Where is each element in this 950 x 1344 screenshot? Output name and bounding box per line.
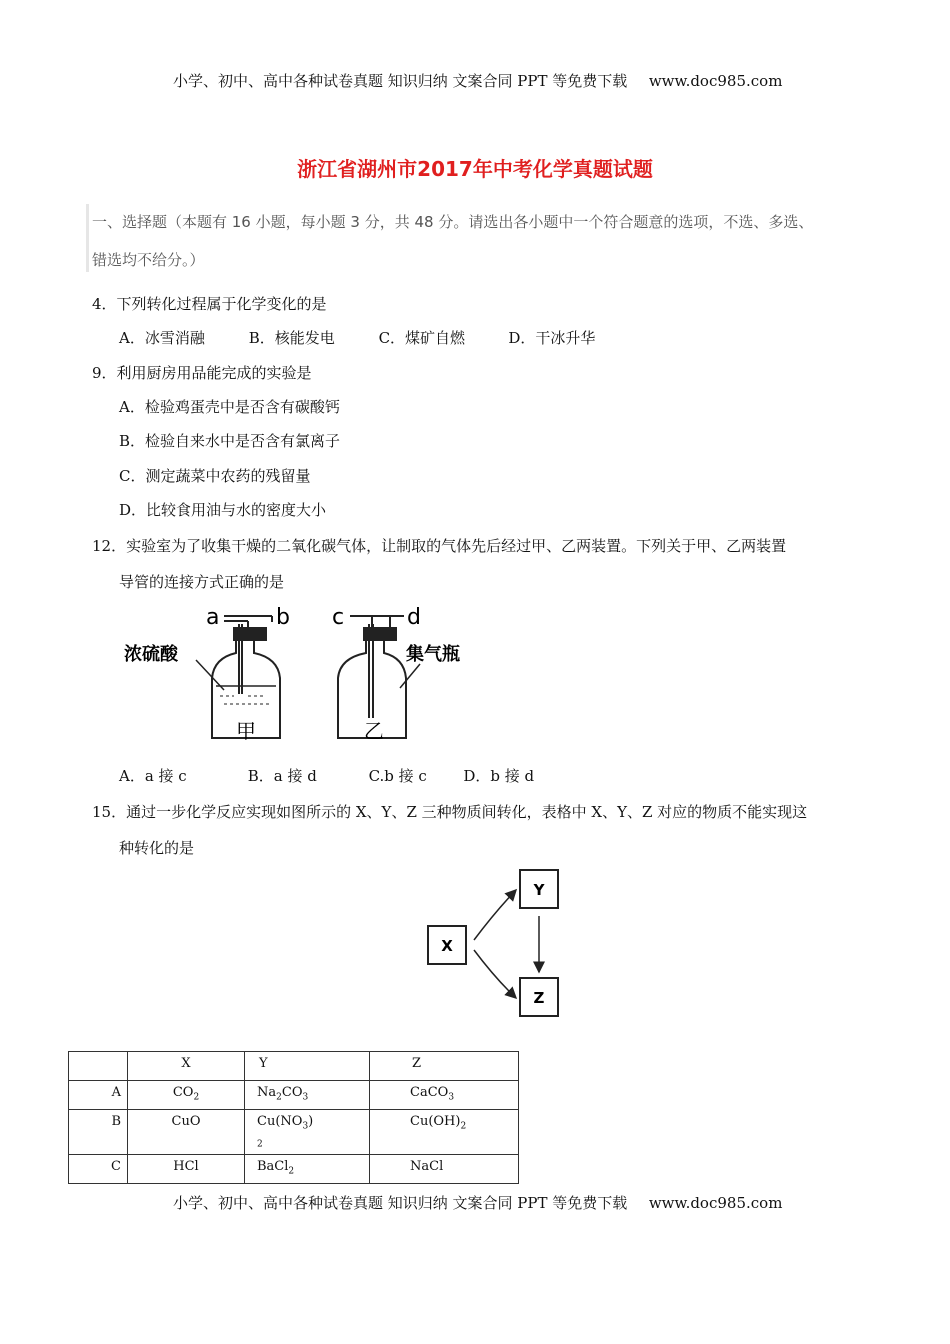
- table-header-row: [69, 1052, 519, 1081]
- page-title: 浙江省湖州市2017年中考化学真题试题: [297, 157, 653, 181]
- question-4-option-b[interactable]: B．核能发电: [248, 329, 335, 347]
- cell-y: BaCl$_2$: [245, 1155, 370, 1184]
- cell-x: CuO: [128, 1110, 245, 1155]
- page-header: [173, 70, 782, 91]
- question-15-stem-line1: 15．通过一步化学反应实现如图所示的 X、Y、Z 三种物质间转化，表格中 X、Y、Z 对应的物质不能实现这: [92, 803, 808, 821]
- label-b: b: [276, 605, 290, 630]
- question-12-options: [119, 765, 534, 786]
- answer-options-table: [68, 1051, 519, 1184]
- row-label: B: [69, 1110, 128, 1155]
- cell-x: HCl: [128, 1155, 245, 1184]
- question-4-option-a[interactable]: A．冰雪消融: [119, 329, 205, 347]
- arrow-x-to-z: [474, 950, 516, 998]
- question-9-stem: 9．利用厨房用品能完成的实验是: [92, 364, 312, 382]
- row-label: A: [69, 1081, 128, 1110]
- question-4-option-d[interactable]: D．干冰升华: [508, 329, 596, 347]
- cell-y: $Cu(NO_3)$ $_2$: [245, 1110, 370, 1155]
- footer-text: 小学、初中、高中各种试卷真题 知识归纳 文案合同 PPT 等免费下载: [173, 1194, 628, 1212]
- question-15-stem-line2: 种转化的是: [119, 839, 195, 857]
- label-concentrated-sulfuric-acid: 浓硫酸: [124, 644, 178, 665]
- question-12-stem-line2: 导管的连接方式正确的是: [119, 573, 285, 591]
- question-4-option-c[interactable]: C．煤矿自燃: [378, 329, 466, 347]
- header-text: 小学、初中、高中各种试卷真题 知识归纳 文案合同 PPT 等免费下载: [173, 72, 628, 90]
- question-12-option-a[interactable]: A．a 接 c: [119, 767, 187, 785]
- label-jia: 甲: [236, 719, 256, 743]
- label-a: a: [206, 605, 220, 630]
- label-yi: 乙: [364, 719, 384, 743]
- arrow-x-to-y: [474, 890, 516, 940]
- cell-z: $Cu(OH)_2$: [370, 1110, 519, 1155]
- question-12-stem-line1: 12．实验室为了收集干燥的二氧化碳气体，让制取的气体先后经过甲、乙两装置。下列关于甲、乙两装置: [92, 537, 787, 555]
- cell-z: NaCl: [370, 1155, 519, 1184]
- question-9-option-d[interactable]: D．比较食用油与水的密度大小: [119, 501, 327, 519]
- label-z: Z: [533, 989, 545, 1007]
- section-instruction-line2: 错选均不给分。）: [92, 251, 205, 269]
- page-footer: [173, 1192, 782, 1213]
- cell-y: $Na_2CO_3$: [245, 1081, 370, 1110]
- label-y: Y: [533, 881, 545, 899]
- question-9-option-a[interactable]: A．检验鸡蛋壳中是否含有碳酸钙: [119, 398, 340, 416]
- label-c: c: [332, 605, 345, 630]
- header-url[interactable]: www.doc985.com: [648, 72, 783, 90]
- label-x: X: [441, 937, 453, 955]
- table-header-cell: X: [128, 1052, 245, 1081]
- label-gas-collecting-bottle: 集气瓶: [406, 644, 460, 665]
- section-instruction-line1: 一、选择题（本题有 16 小题，每小题 3 分，共 48 分。请选出各小题中一个符合题意的选项，不选、多选、: [92, 213, 814, 231]
- cell-x: $CO_2$: [128, 1081, 245, 1110]
- section-divider: [86, 204, 89, 272]
- footer-url[interactable]: www.doc985.com: [648, 1194, 783, 1212]
- question-12-option-b[interactable]: B．a 接 d: [247, 767, 317, 785]
- question-12-option-d[interactable]: D．b 接 d: [463, 767, 535, 785]
- question-4-options: [119, 327, 595, 348]
- question-9-option-c[interactable]: C．测定蔬菜中农药的残留量: [119, 467, 311, 485]
- cell-z: CaCO$_3$: [370, 1081, 519, 1110]
- table-row: [69, 1110, 519, 1155]
- xyz-conversion-diagram: [420, 862, 570, 1022]
- table-row: [69, 1081, 519, 1110]
- question-12-option-c[interactable]: C.b 接 c: [368, 767, 427, 785]
- apparatus-figure: [124, 598, 474, 748]
- question-4-stem: 4．下列转化过程属于化学变化的是: [92, 295, 327, 313]
- row-label: C: [69, 1155, 128, 1184]
- table-header-cell: [69, 1052, 128, 1081]
- table-header-cell: Y: [245, 1052, 370, 1081]
- question-9-option-b[interactable]: B．检验自来水中是否含有氯离子: [119, 432, 341, 450]
- table-row: [69, 1155, 519, 1184]
- label-d: d: [407, 605, 421, 630]
- table-header-cell: Z: [370, 1052, 519, 1081]
